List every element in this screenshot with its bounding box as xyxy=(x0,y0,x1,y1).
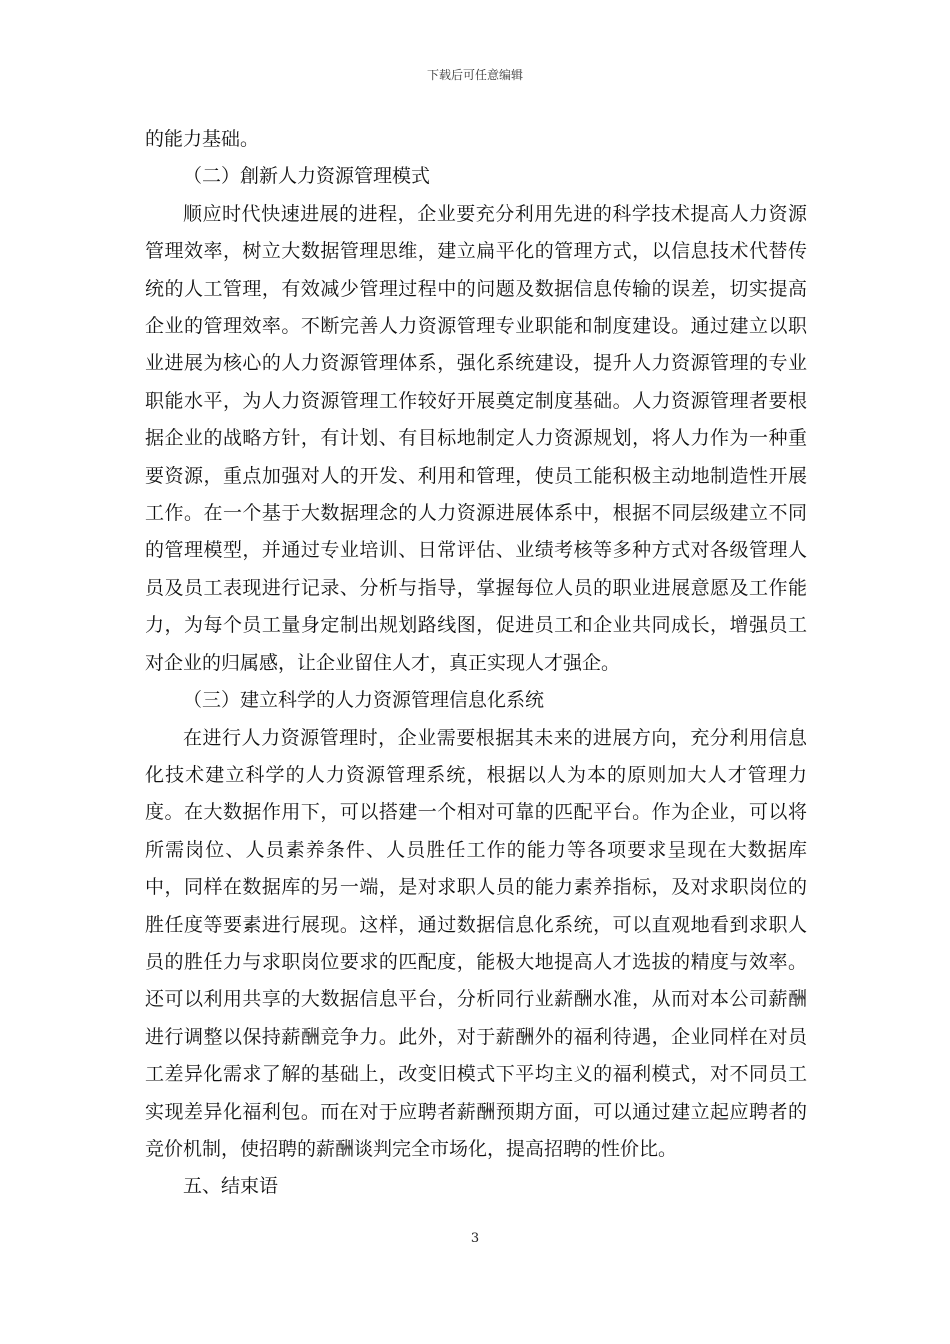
section-heading-3: （三）建立科学的人力资源管理信息化系统 xyxy=(183,689,545,712)
paragraph: 顺应时代快速进展的进程，企业要充分利用先进的科学技术提高人力资源管理效率，树立大数据管理思维，建立扁平化的管理方式，以信息技术代替传统的人工管理，有效减少管理过程中的问题及数据信息传输的误差，切实提高企业的管理效率。不断完善人力资源管理专业职能和制度建设。通过建立以职业进展为核心的人力资源管理体系，强化系统建设，提升人力资源管理的专业职能水平，为人力资源管理工作较好开展奠定制度基础。人力资源管理者要根据企业的战略方针，有计划、有目标地制定人力资源规划，将人力作为一种重要资源，重点加强对人的开发、利用和管理，使员工能积极主动地制造性开展工作。在一个基于大数据理念的人力资源进展体系中，根据不同层级建立不同的管理模型，并通过专业培训、日常评估、业绩考核等多种方式对各级管理人员及员工表现进行记录、分析与指导，掌握每位人员的职业进展意愿及工作能力，为每个员工量身定制出规划路线图，促进员工和企业共同成长，增强员工对企业的归属感，让企业留住人才，真正实现人才强企。 xyxy=(145,202,807,674)
paragraph: 在进行人力资源管理时，企业需要根据其未来的进展方向，充分利用信息化技术建立科学的人力资源管理系统，根据以人为本的原则加大人才管理力度。在大数据作用下，可以搭建一个相对可靠的匹配平台。作为企业，可以将所需岗位、人员素养条件、人员胜任工作的能力等各项要求呈现在大数据库中，同样在数据库的另一端，是对求职人员的能力素养指标，及对求职岗位的胜任度等要素进行展现。这样，通过数据信息化系统，可以直观地看到求职人员的胜任力与求职岗位要求的匹配度，能极大地提高人才选拔的精度与效率。还可以利用共享的大数据信息平台，分析同行业薪酬水准，从而对本公司薪酬进行调整以保持薪酬竞争力。此外，对于薪酬外的福利待遇，企业同样在对员工差异化需求了解的基础上，改变旧模式下平均主义的福利模式，对不同员工实现差异化福利包。而在对于应聘者薪酬预期方面，可以通过建立起应聘者的竞价机制，使招聘的薪酬谈判完全市场化，提高招聘的性价比。 xyxy=(145,726,807,1160)
section-heading-conclusion: 五、结束语 xyxy=(183,1175,279,1198)
page-header: 下载后可任意编辑 xyxy=(426,68,523,82)
document-body xyxy=(145,121,807,1206)
paragraph-continuation: 的能力基础。 xyxy=(145,128,260,150)
page-number: 3 xyxy=(470,1231,480,1246)
section-heading-2: （二）創新人力资源管理模式 xyxy=(183,165,431,188)
